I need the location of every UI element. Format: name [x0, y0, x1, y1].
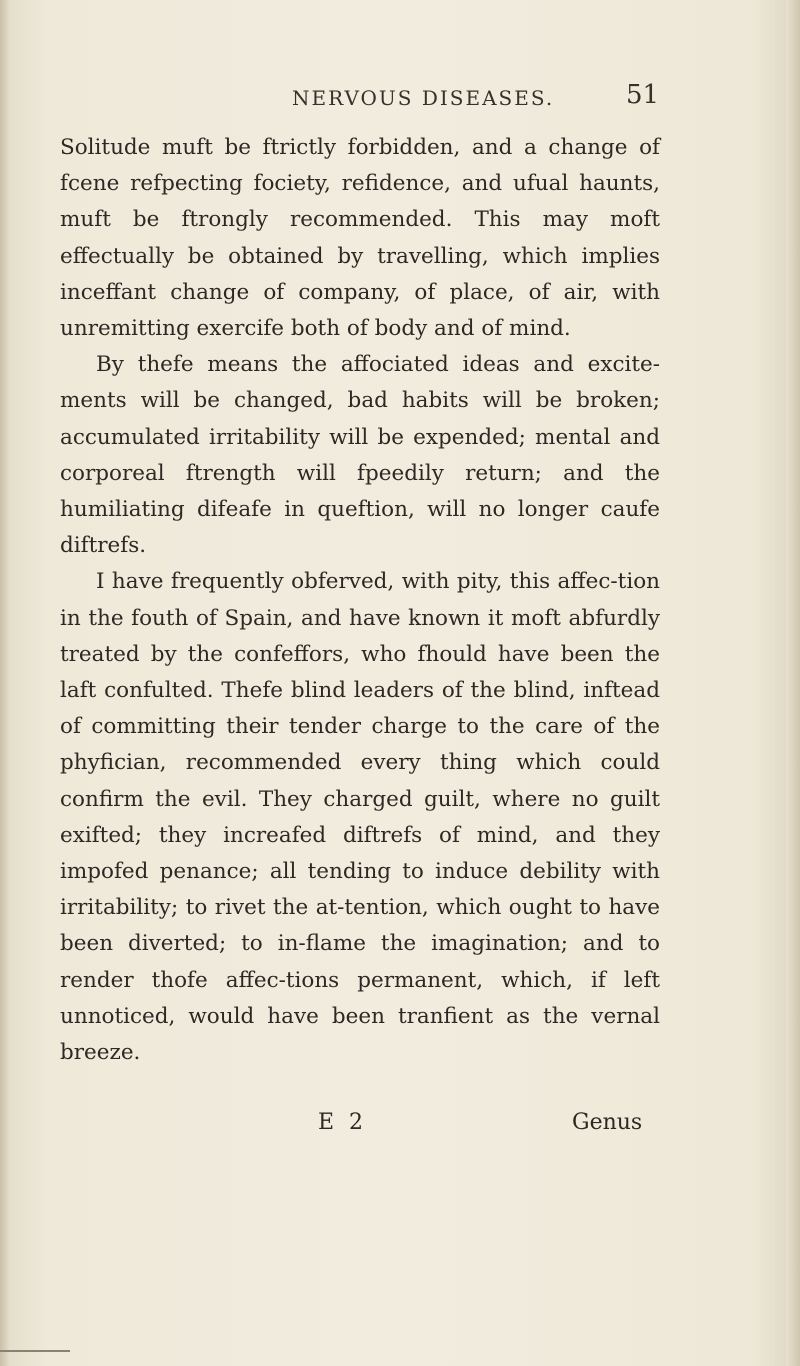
body-text	[60, 130, 660, 1071]
paragraph-1: Solitude muft be ftrictly forbidden, and a change of fcene refpecting fociety, refidence, and ufual haunts, muft be ftrongly recommended. This may moft effectually be obtained by travelling, which implies inceffant change of company, of place, of air, with unremitting exercife both of body and of mind.	[60, 135, 660, 342]
page-number: 51	[626, 80, 660, 110]
signature-mark: E 2	[318, 1110, 368, 1135]
page-right-edge	[786, 0, 800, 1366]
page-footer	[60, 1110, 660, 1150]
paragraph-2: By thefe means the affociated ideas and excite-ments will be changed, bad habits will be broken; accumulated irritability will be expended; mental and corporeal ftrength will fpeedily return; and the humiliating difeafe in queftion, will no longer caufe diftrefs.	[60, 352, 660, 559]
page-left-edge	[0, 0, 10, 1366]
page-header	[60, 80, 660, 126]
bottom-rule	[0, 1350, 70, 1352]
catchword: Genus	[572, 1110, 643, 1135]
running-head: NERVOUS DISEASES.	[292, 86, 555, 110]
paragraph-3: I have frequently obferved, with pity, this affec-tion in the fouth of Spain, and have known it moft abfurdly treated by the confeffors, who fhould have been the laft confulted. Thefe blind leaders of the blind, inftead of committing their tender charge to the care of the phyfician, recommended every thing which could confirm the evil. They charged guilt, where no guilt exifted; they increafed diftrefs of mind, and they impofed penance; all tending to induce debility with irritability; to rivet the at-tention, which ought to have been diverted; to in-flame the imagination; and to render thofe affec-tions permanent, which, if left unnoticed, would have been tranfient as the vernal breeze.	[60, 569, 660, 1066]
